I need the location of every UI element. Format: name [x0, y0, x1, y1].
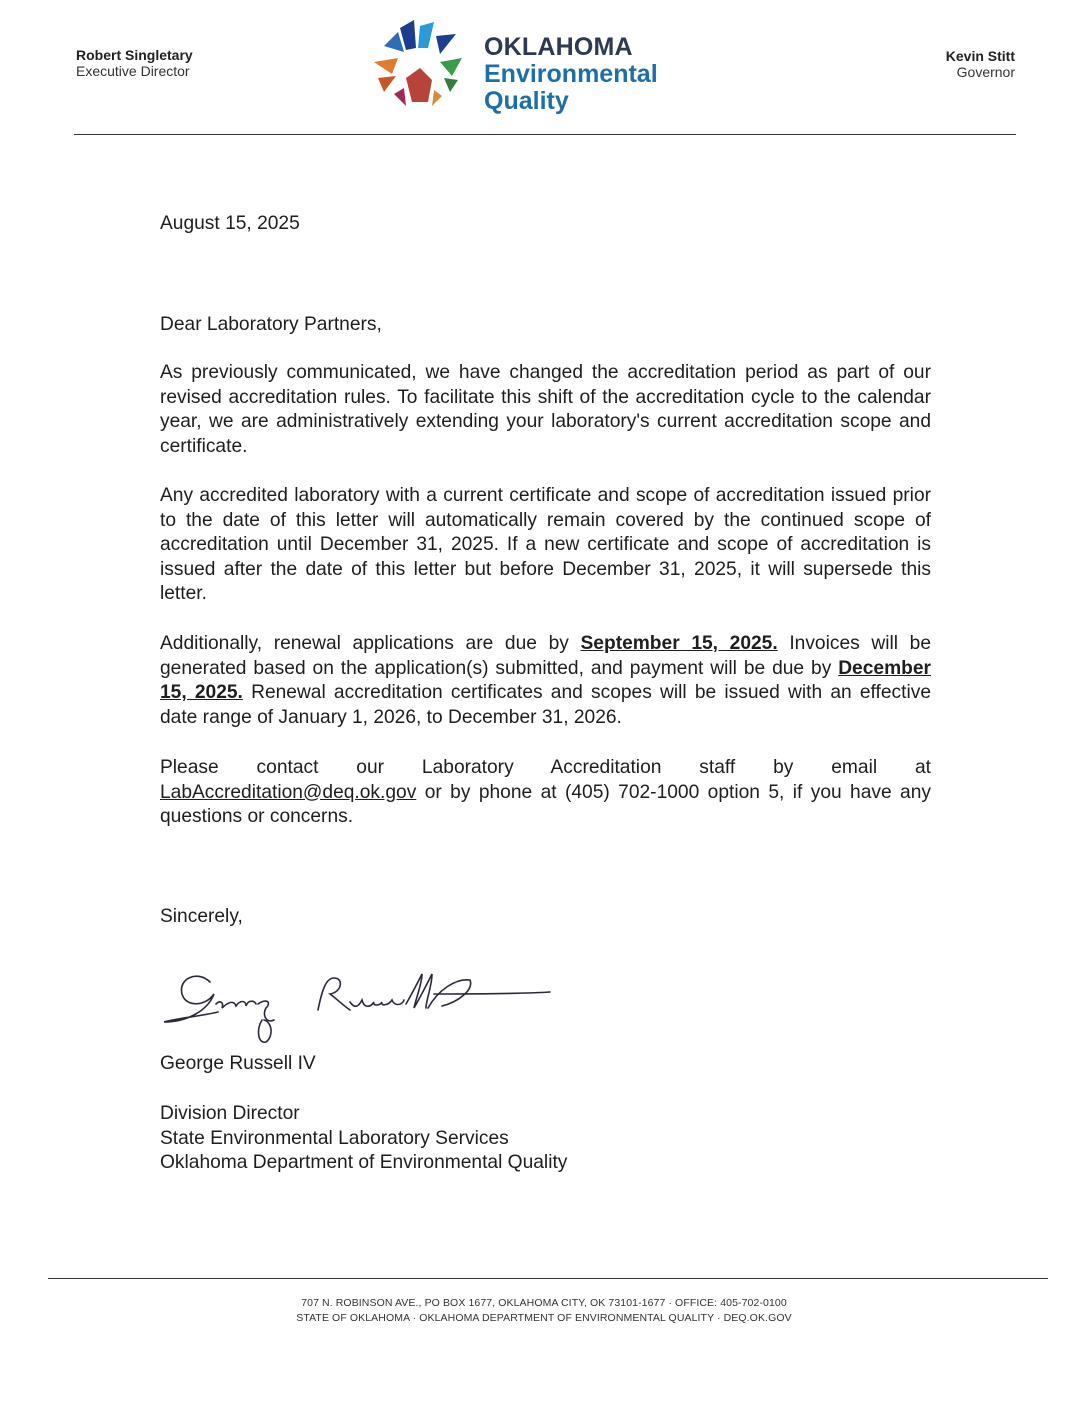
- paragraph-3: [160, 632, 931, 730]
- paragraph-3-part-c: Renewal accreditation certificates and scopes will be issued with an effective date range of January 1, 2026, to December 31, 2026.: [160, 682, 931, 728]
- executive-director-block: [76, 47, 193, 79]
- letter-date: August 15, 2025: [160, 213, 300, 234]
- logo-line-oklahoma: OKLAHOMA: [484, 33, 633, 61]
- paragraph-1: As previously communicated, we have changed the accreditation period as part of our revised accreditation rules. To facilitate this shift of the accreditation cycle to the calendar year, we are administratively extending your laboratory's current accreditation scope and certificate.: [160, 362, 931, 457]
- signer-title: Division Director: [160, 1103, 300, 1124]
- closing: Sincerely,: [160, 906, 243, 927]
- logo-line-quality: Quality: [484, 87, 569, 115]
- deq-logo-wordmark: [484, 34, 658, 115]
- signer-name: George Russell IV: [160, 1053, 316, 1074]
- governor-block: [946, 48, 1015, 80]
- accreditation-email-link[interactable]: LabAccreditation@deq.ok.gov: [160, 781, 417, 803]
- handwritten-signature: [158, 960, 558, 1050]
- deq-star-logo-icon: [370, 18, 470, 113]
- footer-address: 707 N. ROBINSON AVE., PO BOX 1677, OKLAHOMA CITY, OK 73101-1677 · OFFICE: 405-702-0100: [301, 1297, 787, 1309]
- governor-name: Kevin Stitt: [945, 48, 1015, 64]
- paragraph-4-part-b: or by phone at (405) 702-1000 option 5, if you have any questions or concerns.: [160, 781, 931, 827]
- signer-division: State Environmental Laboratory Services: [160, 1128, 509, 1149]
- salutation: Dear Laboratory Partners,: [160, 314, 382, 335]
- governor-role: Governor: [956, 64, 1015, 80]
- executive-director-role: Executive Director: [76, 63, 190, 79]
- footer-divider: [48, 1278, 1048, 1279]
- paragraph-4-part-a: Please contact our Laboratory Accreditation staff by email at: [160, 757, 931, 778]
- paragraph-2: Any accredited laboratory with a current certificate and scope of accreditation issued prior to the date of this letter will automatically remain covered by the continued scope of accreditation until December 31, 2025. If a new certificate and scope of accreditation is issued after the date of this letter but before December 31, 2025, it will supersede this letter.: [160, 485, 931, 604]
- logo-line-environmental: Environmental: [484, 60, 658, 88]
- signer-department: Oklahoma Department of Environmental Quality: [160, 1152, 568, 1173]
- executive-director-name: Robert Singletary: [76, 47, 193, 63]
- header-divider: [74, 134, 1016, 135]
- footer-agency: STATE OF OKLAHOMA · OKLAHOMA DEPARTMENT OF ENVIRONMENTAL QUALITY · DEQ.OK.GOV: [296, 1312, 792, 1324]
- payment-due-date: December 15, 2025.: [160, 657, 931, 703]
- application-due-date: September 15, 2025.: [580, 633, 778, 654]
- paragraph-4: [160, 756, 931, 830]
- paragraph-3-part-a: Additionally, renewal applications are due by: [160, 633, 581, 654]
- paragraph-3-part-b: Invoices will be generated based on the application(s) submitted, and payment will be due by: [160, 633, 932, 679]
